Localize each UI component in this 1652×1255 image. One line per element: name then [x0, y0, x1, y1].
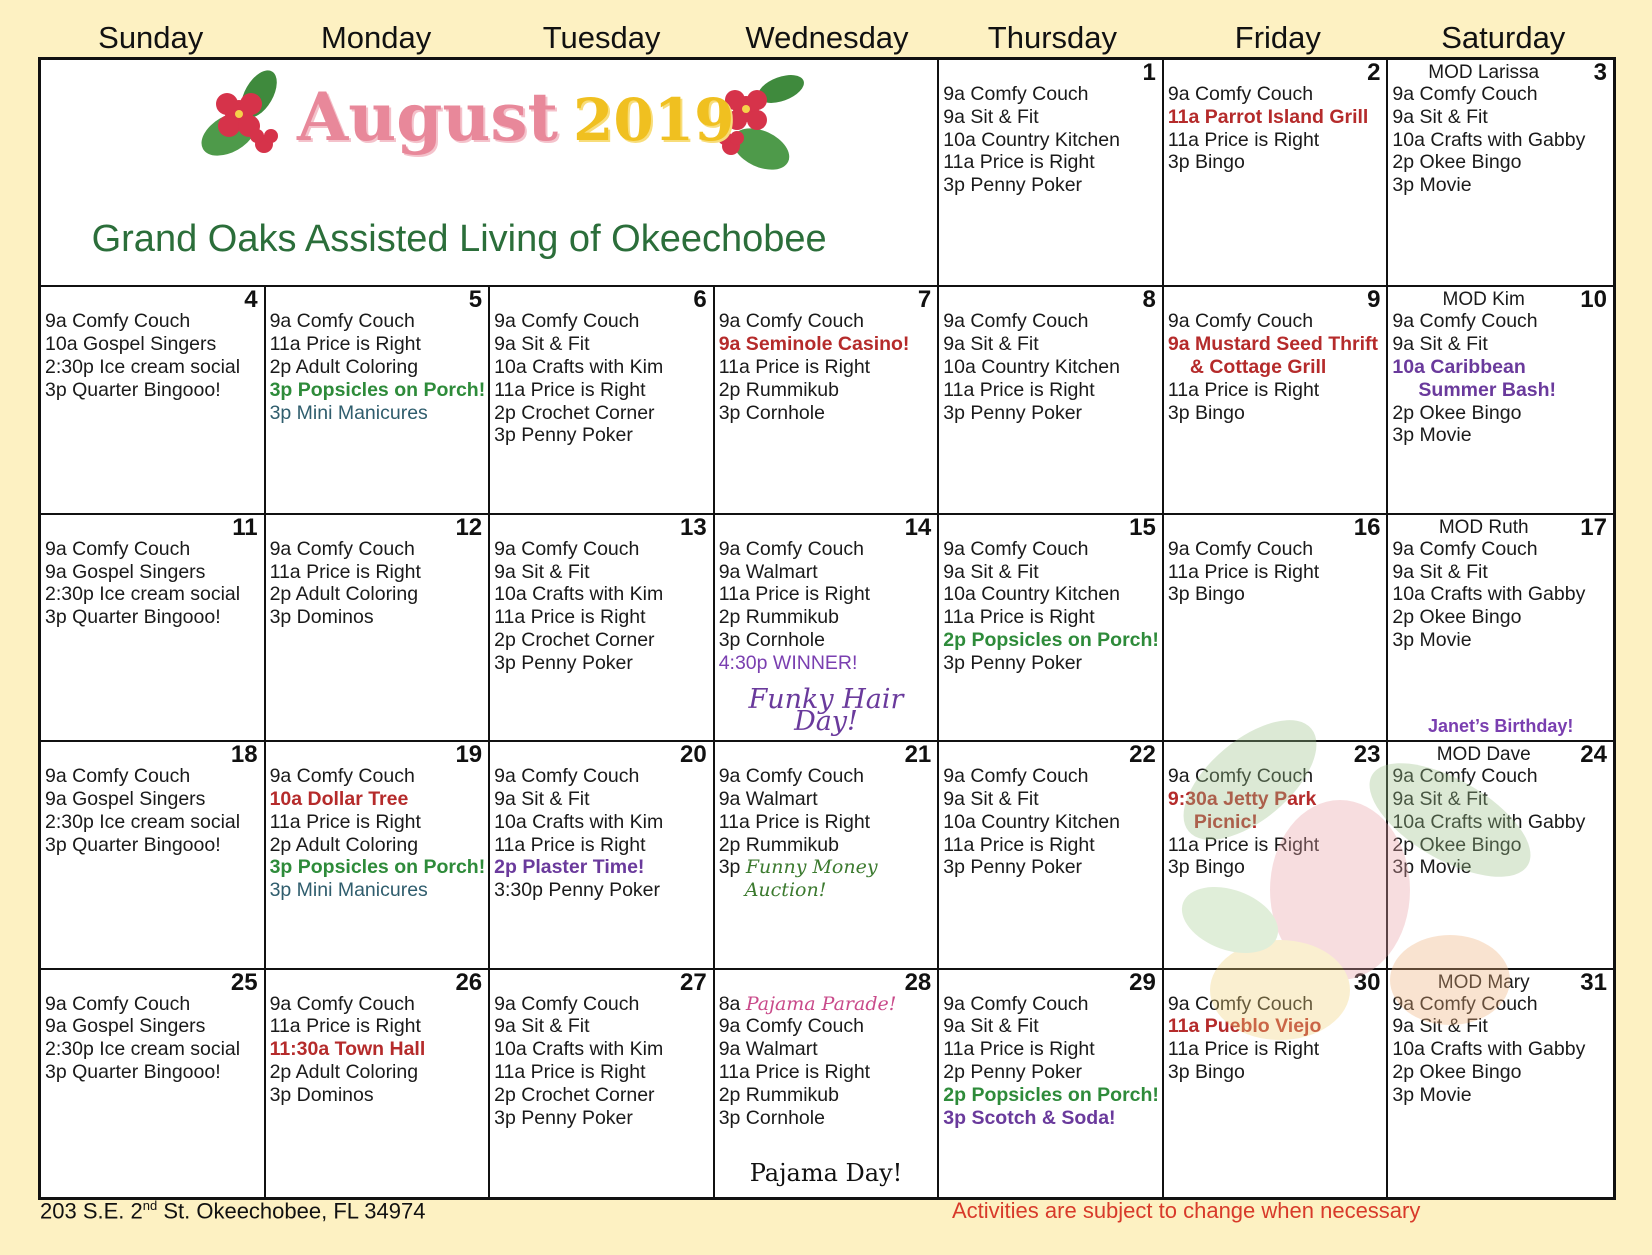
day-number: 30 — [1353, 969, 1381, 996]
activity-item: 9a Comfy Couch — [943, 537, 1089, 560]
activity-item: 10a Dollar Tree — [269, 787, 409, 810]
activity-item: 4:30p WINNER! — [718, 651, 858, 674]
activity-item: 11a Price is Right — [1167, 378, 1320, 401]
activity-item: 3p Bingo — [1167, 583, 1245, 606]
activity-item: 10a Crafts with Gabby — [1392, 1038, 1586, 1061]
weekday-wednesday: Wednesday — [745, 20, 909, 55]
day-number: 26 — [455, 969, 483, 996]
day-cell — [1388, 60, 1613, 287]
activity-item: 3p Movie — [1392, 1083, 1472, 1106]
activity-item: 3p Bingo — [1167, 401, 1245, 424]
day-note: Funky Hair Day! — [748, 683, 904, 738]
activity-item: 9a Sit & Fit — [943, 1015, 1039, 1038]
day-number: 15 — [1129, 514, 1156, 541]
activity-item: 11a Price is Right — [1167, 560, 1320, 583]
activity-item: 2p Plaster Time! — [494, 856, 645, 879]
activity-item: 9a Sit & Fit — [1392, 105, 1488, 128]
footer-disclaimer: Activities are subject to change when necessary — [952, 1198, 1421, 1223]
activity-item: 3p Quarter Bingooo! — [45, 378, 221, 401]
activity-list — [45, 538, 264, 629]
day-cell — [1164, 60, 1389, 287]
activity-item: 8a Pajama Parade! — [718, 992, 897, 1015]
manager-on-duty: MOD Larissa — [1428, 62, 1540, 83]
activity-item: 2p Rummikub — [718, 378, 839, 401]
day-number: 2 — [1367, 60, 1381, 86]
activity-list — [1392, 765, 1613, 879]
activity-list — [1392, 310, 1613, 447]
activity-item: 3p Scotch & Soda! — [943, 1106, 1116, 1129]
activity-item: 3p Dominos — [269, 1083, 374, 1106]
activity-item: 11a Price is Right — [494, 606, 646, 629]
activity-item: 9a Comfy Couch — [45, 992, 191, 1015]
activity-item: 11a Price is Right — [1167, 833, 1320, 856]
activity-item: 9a Comfy Couch — [1392, 83, 1538, 105]
activity-item: 9a Comfy Couch — [269, 765, 415, 788]
activity-item: 2:30p Ice cream social — [45, 583, 241, 606]
activity-item: 3p Penny Poker — [494, 651, 633, 674]
day-number: 31 — [1580, 969, 1607, 996]
activity-item: 3p Movie — [1392, 424, 1472, 447]
hibiscus-flower-icon — [189, 64, 299, 174]
activity-item: 9a Comfy Couch — [1167, 537, 1314, 560]
day-cell — [266, 970, 491, 1197]
activity-item: 10a Crafts with Kim — [494, 1038, 664, 1061]
day-cell — [1164, 515, 1389, 742]
activity-list — [1392, 993, 1613, 1107]
activity-item: 9a Comfy Couch — [718, 1015, 864, 1038]
activity-item: 3p Cornhole — [718, 401, 825, 424]
day-cell — [1388, 742, 1613, 969]
day-number: 22 — [1129, 742, 1156, 769]
activity-item: 2p Crochet Corner — [494, 1083, 655, 1106]
day-cell — [41, 742, 266, 969]
weekday-tuesday: Tuesday — [542, 20, 661, 55]
activity-item: 9a Walmart — [718, 1038, 818, 1061]
day-cell — [490, 515, 715, 742]
activity-item: 9a Comfy Couch — [943, 765, 1089, 788]
activity-item: 9a Gospel Singers — [45, 787, 206, 810]
activity-item: 2p Okee Bingo — [1392, 833, 1522, 856]
activity-item: 3p Funny Money — [718, 856, 878, 879]
day-note: Pajama Day! — [749, 1159, 903, 1188]
activity-item: 11a Price is Right — [943, 833, 1095, 856]
day-number: 5 — [468, 287, 483, 314]
activity-item: 10a Caribbean — [1392, 355, 1526, 378]
day-number: 6 — [693, 287, 707, 314]
activity-item: 3p Popsicles on Porch! — [269, 856, 486, 879]
activity-item: 11a Price is Right — [718, 1060, 871, 1083]
activity-item: 3p Cornhole — [718, 628, 825, 651]
activity-item: 9a Sit & Fit — [494, 560, 590, 583]
day-number: 13 — [680, 514, 707, 541]
activity-item: 10a Country Kitchen — [943, 583, 1120, 606]
day-number: 16 — [1353, 514, 1381, 541]
activity-item: 3p Bingo — [1167, 1060, 1245, 1083]
activity-item: 2p Adult Coloring — [269, 1060, 419, 1083]
activity-item: 2p Okee Bingo — [1392, 606, 1522, 629]
activity-item: 9a Comfy Couch — [1167, 765, 1314, 788]
day-cell — [715, 515, 940, 742]
day-number: 17 — [1580, 514, 1607, 541]
day-number: 12 — [455, 514, 483, 541]
activity-item: 9a Comfy Couch — [718, 765, 864, 788]
activity-list — [1168, 993, 1387, 1084]
activity-list — [943, 765, 1162, 879]
activity-item: 3p Penny Poker — [943, 401, 1083, 424]
activity-item: 11a Price is Right — [943, 1038, 1095, 1061]
organization-name: Grand Oaks Assisted Living of Okeechobee — [91, 218, 827, 260]
activity-item: 3p Cornhole — [718, 1106, 825, 1129]
day-number: 4 — [244, 287, 258, 314]
activity-item: 3p Mini Manicures — [269, 879, 428, 902]
activity-item: 2:30p Ice cream social — [45, 355, 241, 378]
activity-item: 3p Penny Poker — [943, 174, 1083, 197]
day-number: 14 — [904, 514, 932, 541]
activity-item: & Cottage Grill — [1189, 355, 1327, 378]
activity-item: 9a Comfy Couch — [1167, 992, 1314, 1015]
activity-item: 2p Popsicles on Porch! — [943, 628, 1159, 651]
activity-item: 2p Popsicles on Porch! — [943, 1083, 1159, 1106]
activity-item: 3p Quarter Bingooo! — [45, 833, 221, 856]
activity-item: 9a Sit & Fit — [1392, 787, 1488, 810]
activity-item: 11a Price is Right — [494, 833, 646, 856]
activity-list — [270, 993, 489, 1107]
activity-item: 9:30a Jetty Park — [1167, 787, 1317, 810]
weekday-header — [38, 18, 1616, 58]
activity-item: 3p Movie — [1392, 628, 1472, 651]
day-number: 11 — [232, 514, 258, 541]
day-cell — [1388, 287, 1613, 514]
day-number: 29 — [1129, 969, 1156, 996]
activity-item: 2p Penny Poker — [943, 1060, 1083, 1083]
activity-list — [1392, 83, 1613, 197]
activity-list — [943, 83, 1162, 197]
day-cell — [266, 742, 491, 969]
activity-list — [45, 310, 264, 401]
activity-item: 10a Gospel Singers — [45, 333, 217, 356]
activity-list — [45, 765, 264, 856]
day-cell — [41, 515, 266, 742]
day-number: 9 — [1367, 287, 1381, 314]
activity-item: 9a Mustard Seed Thrift — [1167, 333, 1379, 356]
day-number: 19 — [455, 742, 483, 769]
activity-item: 3p Quarter Bingooo! — [45, 606, 221, 629]
activity-item: 9a Sit & Fit — [1392, 560, 1488, 583]
activity-item: 9a Sit & Fit — [494, 1015, 590, 1038]
day-number: 18 — [230, 742, 258, 769]
footer-address: 203 S.E. 2nd St. Okeechobee, FL 34974 — [40, 1198, 426, 1224]
activity-item: 10a Crafts with Gabby — [1392, 810, 1586, 833]
activity-item: 11a Price is Right — [1167, 128, 1320, 151]
activity-item: 11a Price is Right — [269, 333, 421, 356]
activity-item: 11a Price is Right — [269, 1015, 421, 1038]
activity-item: 10a Crafts with Gabby — [1392, 128, 1586, 151]
activity-list — [270, 310, 489, 424]
activity-item: 9a Comfy Couch — [45, 310, 191, 333]
activity-list — [494, 310, 713, 447]
activity-item: 9a Comfy Couch — [494, 310, 640, 333]
calendar-title-block — [41, 60, 939, 287]
activity-item: 9a Comfy Couch — [1167, 310, 1314, 333]
manager-on-duty: MOD Ruth — [1438, 516, 1529, 538]
activity-list — [1168, 310, 1387, 424]
title-month: August — [297, 78, 558, 156]
activity-item: 11a Price is Right — [494, 378, 646, 401]
activity-item: 2p Adult Coloring — [269, 583, 419, 606]
activity-item: 9a Walmart — [718, 787, 818, 810]
day-cell — [490, 287, 715, 514]
activity-item: 11a Price is Right — [943, 606, 1095, 629]
activity-item: 9a Comfy Couch — [1392, 310, 1538, 333]
activity-item: 9a Comfy Couch — [1392, 765, 1538, 788]
activity-item: 9a Comfy Couch — [943, 992, 1089, 1015]
activity-item: 2p Adult Coloring — [269, 833, 419, 856]
activity-item: 3p Mini Manicures — [269, 401, 428, 424]
activity-item: 11a Price is Right — [718, 583, 871, 606]
day-cell — [1164, 287, 1389, 514]
activity-list — [494, 765, 713, 902]
day-cell — [490, 742, 715, 969]
activity-item: 2p Rummikub — [718, 833, 839, 856]
activity-item: 11a Price is Right — [1167, 1038, 1320, 1061]
day-number: 7 — [917, 287, 932, 314]
day-cell — [1388, 515, 1613, 742]
day-cell — [41, 970, 266, 1197]
activity-item: 9a Sit & Fit — [494, 333, 590, 356]
activity-item: 2p Crochet Corner — [494, 628, 655, 651]
activity-item: 11a Price is Right — [494, 1060, 646, 1083]
activity-item: 3p Movie — [1392, 856, 1472, 879]
activity-list — [1168, 83, 1387, 174]
activity-item: 11a Price is Right — [943, 151, 1095, 174]
day-cell — [939, 287, 1164, 514]
day-cell — [939, 742, 1164, 969]
title-year: 2019 — [573, 86, 735, 154]
weekday-saturday: Saturday — [1441, 20, 1566, 55]
activity-list — [494, 993, 713, 1130]
activity-item: 11a Price is Right — [269, 560, 421, 583]
activity-item: 9a Sit & Fit — [943, 333, 1039, 356]
activity-item: 2p Rummikub — [718, 606, 839, 629]
day-cell — [715, 970, 940, 1197]
activity-item: 9a Sit & Fit — [1392, 1015, 1488, 1038]
activity-list — [719, 765, 938, 902]
activity-item: 3p Dominos — [269, 606, 374, 629]
day-cell — [266, 287, 491, 514]
activity-item: 3p Quarter Bingooo! — [45, 1060, 221, 1083]
activity-list — [1168, 538, 1387, 606]
activity-item: 3p Bingo — [1167, 856, 1245, 879]
activity-item: 10a Crafts with Kim — [494, 355, 664, 378]
activity-item: 9a Comfy Couch — [494, 992, 640, 1015]
weekday-friday: Friday — [1234, 20, 1321, 55]
activity-item: 11a Parrot Island Grill — [1167, 105, 1369, 128]
day-number: 3 — [1593, 60, 1607, 86]
day-cell — [1388, 970, 1613, 1197]
activity-item: 3p Penny Poker — [494, 424, 633, 447]
day-number: 1 — [1142, 60, 1156, 86]
activity-item: 10a Crafts with Kim — [494, 810, 664, 833]
activity-list — [943, 993, 1162, 1130]
day-number: 23 — [1353, 742, 1381, 769]
activity-item: 9a Walmart — [718, 560, 818, 583]
activity-item: 9a Comfy Couch — [45, 537, 191, 560]
activity-item: 11a Price is Right — [943, 378, 1095, 401]
day-cell — [715, 742, 940, 969]
day-number: 24 — [1580, 742, 1607, 769]
weekday-sunday: Sunday — [98, 20, 204, 55]
activity-item: 9a Comfy Couch — [718, 310, 864, 333]
day-cell — [939, 515, 1164, 742]
activity-list — [494, 538, 713, 675]
activity-list — [270, 765, 489, 902]
activity-item: Auction! — [744, 879, 827, 902]
weekday-thursday: Thursday — [987, 20, 1118, 55]
day-cell — [41, 287, 266, 514]
day-number: 21 — [904, 742, 932, 769]
activity-list — [45, 993, 264, 1084]
activity-list — [719, 310, 938, 424]
day-cell — [490, 970, 715, 1197]
day-number: 20 — [680, 742, 707, 769]
activity-item: 10a Crafts with Gabby — [1392, 583, 1586, 606]
activity-item: 2:30p Ice cream social — [45, 1038, 241, 1061]
activity-item: 10a Country Kitchen — [943, 355, 1120, 378]
day-cell — [715, 287, 940, 514]
activity-item: 9a Comfy Couch — [1392, 537, 1538, 560]
activity-item: 9a Comfy Couch — [943, 310, 1089, 333]
activity-item: 3p Penny Poker — [943, 856, 1083, 879]
activity-item: 9a Sit & Fit — [1392, 333, 1488, 356]
activity-item: 9a Gospel Singers — [45, 1015, 206, 1038]
activity-list — [270, 538, 489, 629]
day-cell — [1164, 970, 1389, 1197]
activity-list — [1392, 538, 1613, 652]
day-number: 27 — [680, 969, 707, 996]
activity-item: 9a Comfy Couch — [718, 537, 864, 560]
activity-item: 9a Sit & Fit — [494, 787, 590, 810]
day-cell — [1164, 742, 1389, 969]
activity-item: 10a Country Kitchen — [943, 810, 1120, 833]
activity-item: 3p Penny Poker — [494, 1106, 633, 1129]
manager-on-duty: MOD Dave — [1436, 744, 1531, 766]
activity-item: 11a Pueblo Viejo — [1167, 1015, 1322, 1038]
activity-item: 2p Okee Bingo — [1392, 401, 1522, 424]
activity-item: 9a Comfy Couch — [1167, 83, 1314, 105]
activity-item: 9a Sit & Fit — [943, 787, 1039, 810]
activity-list — [943, 538, 1162, 675]
activity-item: 11:30a Town Hall — [269, 1038, 426, 1061]
activity-item: 10a Crafts with Kim — [494, 583, 664, 606]
activity-item: Summer Bash! — [1418, 378, 1557, 401]
activity-item: 3p Penny Poker — [943, 651, 1083, 674]
activity-list — [943, 310, 1162, 424]
activity-item: 9a Comfy Couch — [494, 765, 640, 788]
activity-item: 11a Price is Right — [269, 810, 421, 833]
day-cell — [939, 60, 1164, 287]
activity-item: 3p Movie — [1392, 174, 1472, 197]
activity-item: 9a Gospel Singers — [45, 560, 206, 583]
activity-list — [1168, 765, 1387, 879]
activity-list — [719, 538, 938, 675]
activity-item: 9a Comfy Couch — [269, 310, 415, 333]
day-cell — [266, 515, 491, 742]
weekday-monday: Monday — [320, 20, 432, 55]
day-cell — [939, 970, 1164, 1197]
day-note: Janet’s Birthday! — [1428, 716, 1574, 737]
manager-on-duty: MOD Mary — [1437, 971, 1530, 993]
activity-item: 2p Okee Bingo — [1392, 151, 1522, 174]
activity-item: 11a Price is Right — [718, 355, 871, 378]
activity-item: 11a Price is Right — [718, 810, 871, 833]
activity-item: 2p Okee Bingo — [1392, 1060, 1522, 1083]
calendar-grid — [38, 57, 1616, 1200]
activity-item: 9a Seminole Casino! — [718, 333, 910, 356]
activity-list — [719, 993, 938, 1130]
activity-item: 9a Comfy Couch — [1392, 992, 1538, 1015]
activity-item: 2p Crochet Corner — [494, 401, 655, 424]
activity-item: 9a Comfy Couch — [45, 765, 191, 788]
manager-on-duty: MOD Kim — [1442, 289, 1525, 311]
activity-item: 9a Comfy Couch — [269, 992, 415, 1015]
activity-item: 9a Comfy Couch — [943, 83, 1089, 105]
activity-item: 9a Comfy Couch — [269, 537, 415, 560]
activity-item: 10a Country Kitchen — [943, 128, 1120, 151]
day-number: 10 — [1580, 287, 1607, 314]
activity-item: 2:30p Ice cream social — [45, 810, 241, 833]
activity-item: 9a Sit & Fit — [943, 560, 1039, 583]
activity-item: 2p Adult Coloring — [269, 355, 419, 378]
day-number: 8 — [1142, 287, 1156, 314]
activity-item: 9a Sit & Fit — [943, 105, 1039, 128]
activity-item: Picnic! — [1193, 810, 1258, 833]
day-number: 28 — [904, 969, 932, 996]
day-number: 25 — [230, 969, 258, 996]
activity-item: 9a Comfy Couch — [494, 537, 640, 560]
activity-item: 2p Rummikub — [718, 1083, 839, 1106]
activity-item: 3p Popsicles on Porch! — [269, 378, 486, 401]
activity-item: 3:30p Penny Poker — [494, 879, 661, 902]
activity-item: 3p Bingo — [1167, 151, 1245, 174]
